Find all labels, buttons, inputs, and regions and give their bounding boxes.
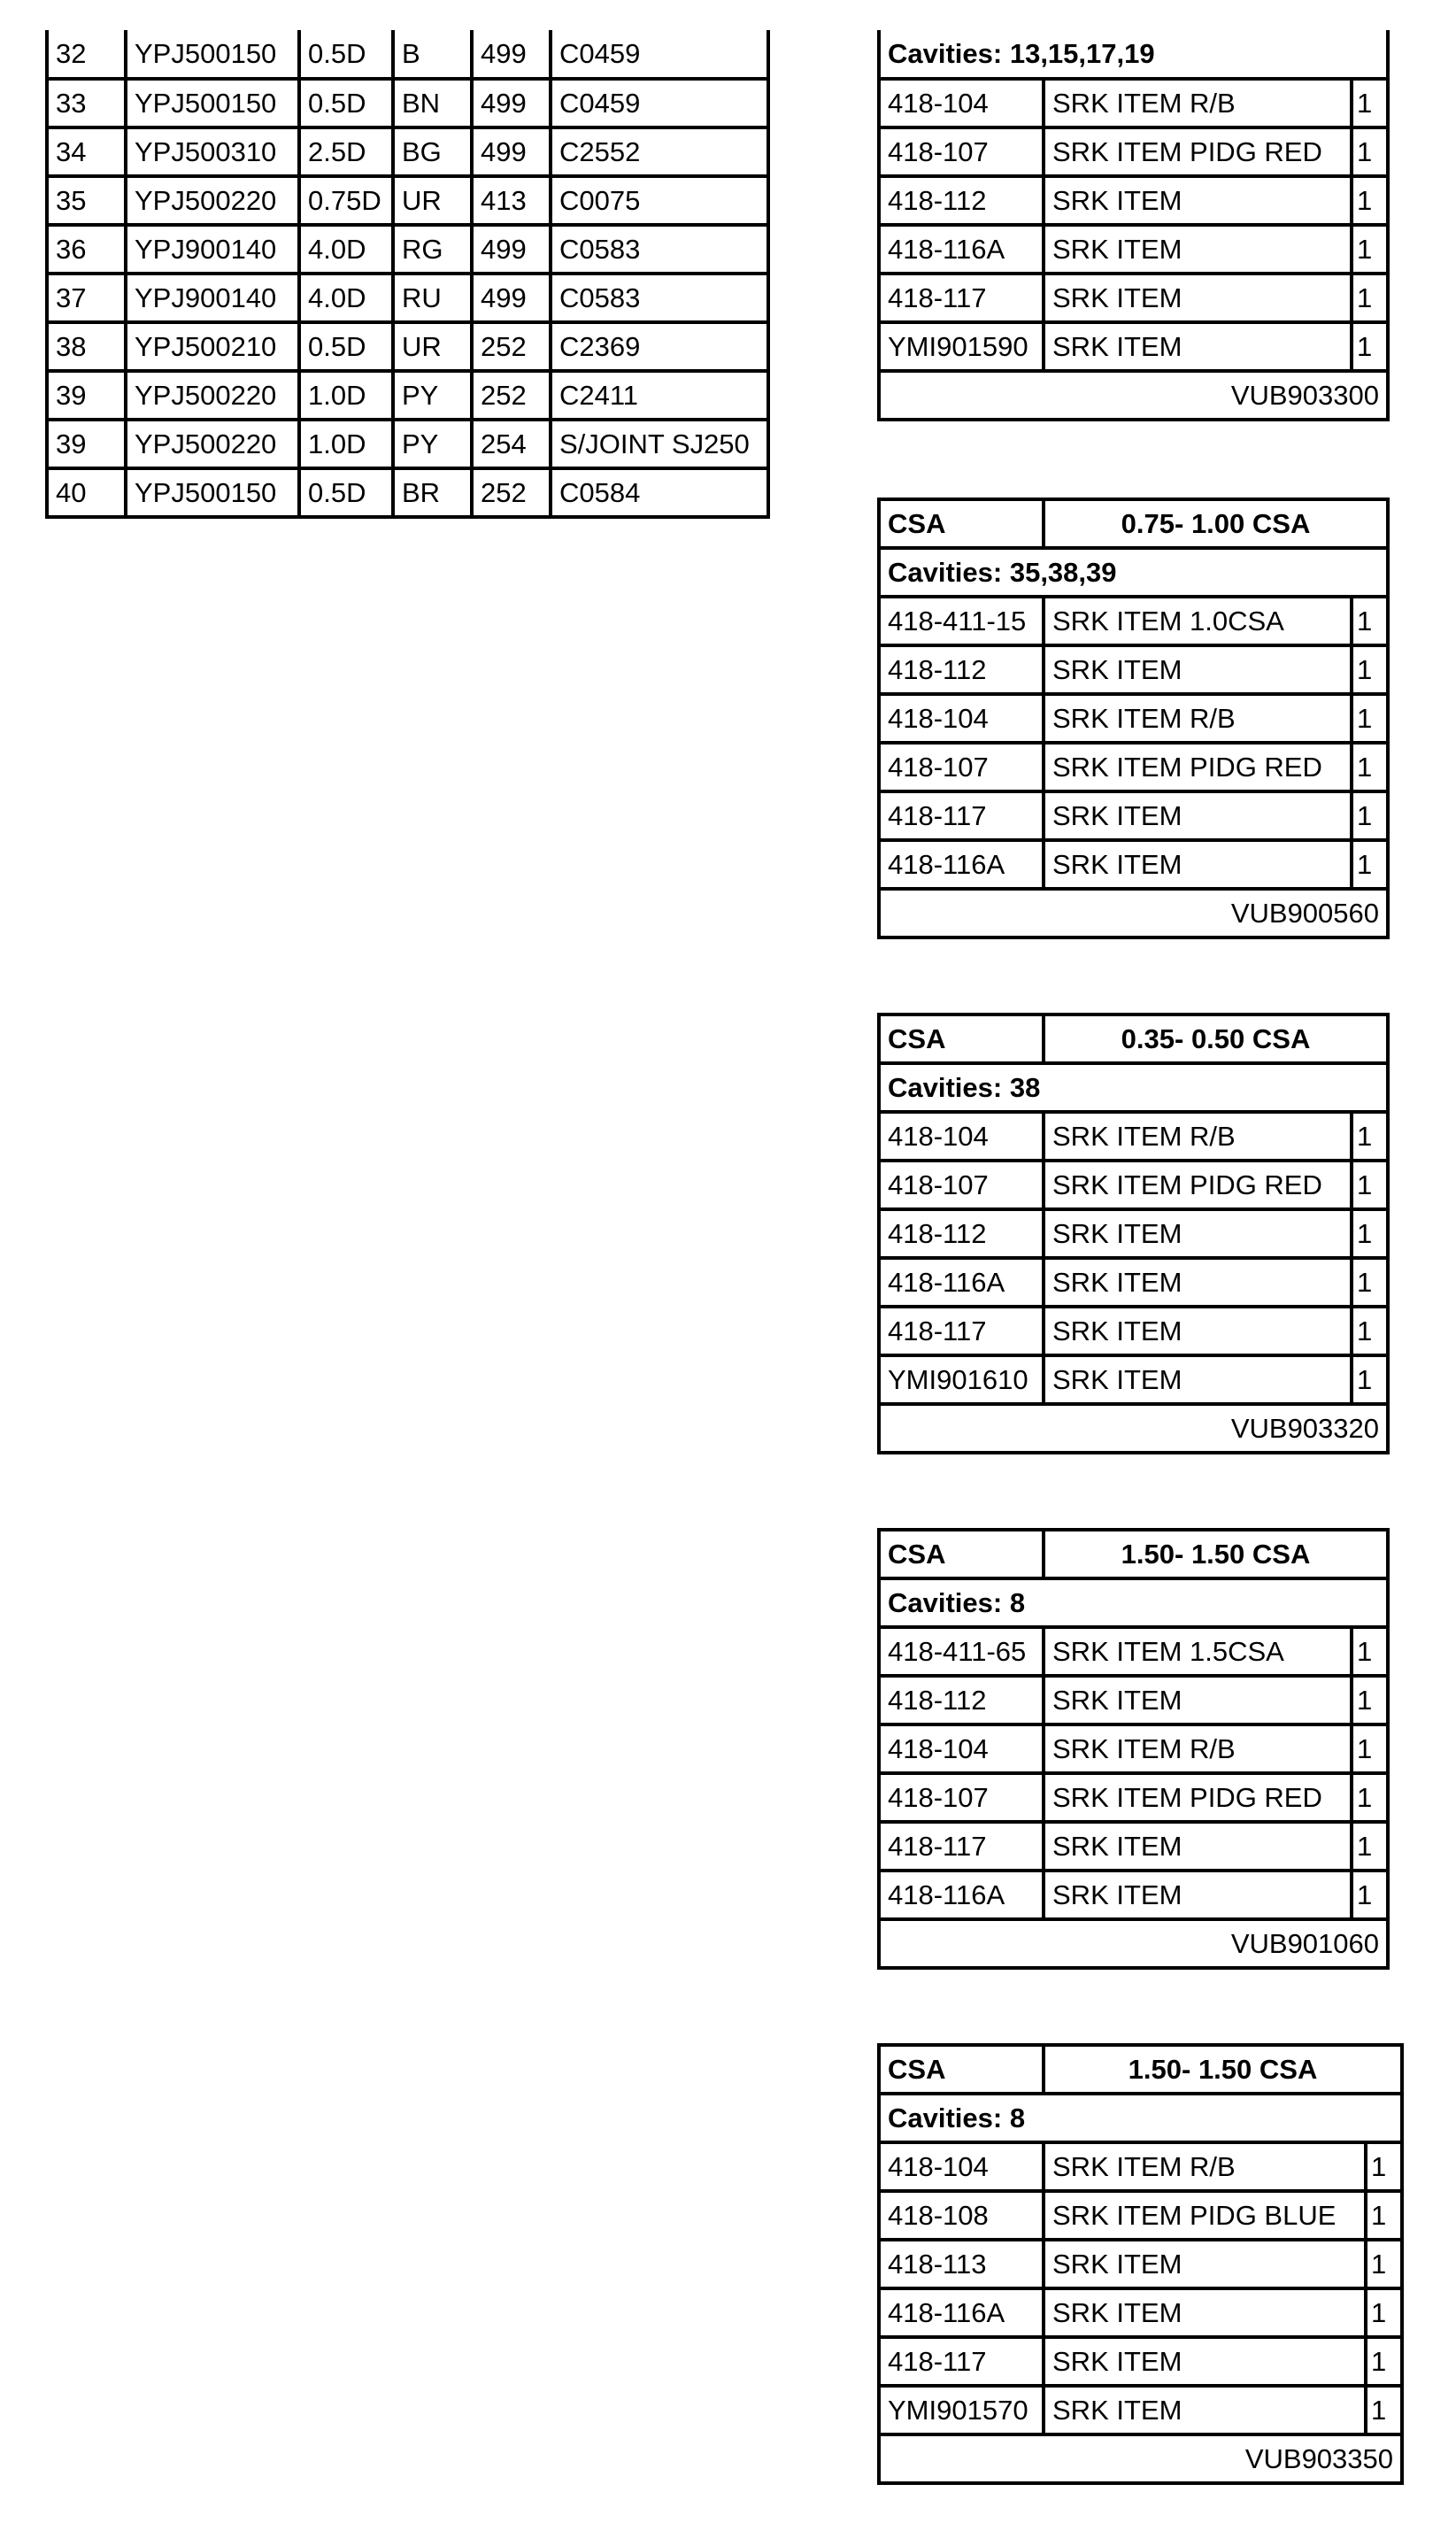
wire-table <box>45 30 770 519</box>
connector-cell: C0459 <box>551 79 768 127</box>
item-part-number: 418-107 <box>879 743 1044 791</box>
item-quantity: 1 <box>1366 2288 1402 2337</box>
kit-item-row <box>879 2191 1402 2240</box>
cavity-cell: 35 <box>47 176 126 225</box>
circuit-cell: 413 <box>472 176 551 225</box>
cavity-cell: 37 <box>47 274 126 322</box>
item-part-number: 418-104 <box>879 1112 1044 1161</box>
circuit-cell: 499 <box>472 127 551 176</box>
cavities-row <box>879 1063 1388 1112</box>
cavities-label: Cavities: 8 <box>879 1578 1388 1627</box>
kit-item-row <box>879 2142 1402 2191</box>
item-part-number: 418-117 <box>879 274 1044 322</box>
csa-label: CSA <box>879 2045 1044 2094</box>
item-description: SRK ITEM <box>1044 1209 1352 1258</box>
connector-cell: C0584 <box>551 468 768 517</box>
item-quantity: 1 <box>1352 1307 1388 1355</box>
kit-item-row <box>879 1773 1388 1822</box>
part-number-cell: YPJ500150 <box>126 30 299 79</box>
item-part-number: 418-117 <box>879 2337 1044 2386</box>
kit-table <box>877 1528 1390 1970</box>
item-description: SRK ITEM <box>1044 225 1352 274</box>
circuit-cell: 499 <box>472 274 551 322</box>
item-part-number: 418-116A <box>879 1258 1044 1307</box>
item-part-number: YMI901570 <box>879 2386 1044 2434</box>
size-cell: 0.5D <box>299 468 393 517</box>
size-cell: 0.5D <box>299 79 393 127</box>
kit-item-row <box>879 1112 1388 1161</box>
table-row <box>47 79 768 127</box>
connector-cell: C0583 <box>551 274 768 322</box>
item-quantity: 1 <box>1352 176 1388 225</box>
item-part-number: 418-117 <box>879 1822 1044 1871</box>
part-number-cell: YPJ500150 <box>126 79 299 127</box>
colour-cell: PY <box>393 420 472 468</box>
item-quantity: 1 <box>1352 1258 1388 1307</box>
table-row <box>47 420 768 468</box>
part-number-cell: YPJ500220 <box>126 371 299 420</box>
item-quantity: 1 <box>1352 840 1388 889</box>
item-part-number: 418-113 <box>879 2240 1044 2288</box>
part-number-cell: YPJ900140 <box>126 274 299 322</box>
kit-item-row <box>879 1258 1388 1307</box>
kit-item-row <box>879 1161 1388 1209</box>
item-quantity: 1 <box>1352 791 1388 840</box>
item-part-number: 418-112 <box>879 645 1044 694</box>
item-part-number: 418-104 <box>879 79 1044 127</box>
kit-item-row <box>879 176 1388 225</box>
item-description: SRK ITEM 1.0CSA <box>1044 597 1352 645</box>
item-description: SRK ITEM <box>1044 1822 1352 1871</box>
item-part-number: 418-112 <box>879 1209 1044 1258</box>
kit-item-row <box>879 127 1388 176</box>
item-description: SRK ITEM <box>1044 1307 1352 1355</box>
csa-range: 0.75- 1.00 CSA <box>1044 499 1388 548</box>
kit-item-row <box>879 2337 1402 2386</box>
table-row <box>47 274 768 322</box>
kit-item-row <box>879 694 1388 743</box>
table-row <box>47 322 768 371</box>
connector-cell: C2552 <box>551 127 768 176</box>
cavity-cell: 38 <box>47 322 126 371</box>
kit-item-row <box>879 2386 1402 2434</box>
csa-label: CSA <box>879 499 1044 548</box>
csa-label: CSA <box>879 1015 1044 1063</box>
cavity-cell: 34 <box>47 127 126 176</box>
kit-item-row <box>879 1627 1388 1676</box>
connector-cell: C0583 <box>551 225 768 274</box>
item-quantity: 1 <box>1352 1871 1388 1919</box>
cavities-label: Cavities: 13,15,17,19 <box>879 30 1388 79</box>
colour-cell: RU <box>393 274 472 322</box>
connector-cell: S/JOINT SJ250 <box>551 420 768 468</box>
size-cell: 1.0D <box>299 420 393 468</box>
csa-range: 1.50- 1.50 CSA <box>1044 1530 1388 1578</box>
item-part-number: 418-112 <box>879 176 1044 225</box>
kit-item-row <box>879 225 1388 274</box>
item-quantity: 1 <box>1366 2191 1402 2240</box>
item-quantity: 1 <box>1352 225 1388 274</box>
colour-cell: PY <box>393 371 472 420</box>
item-quantity: 1 <box>1366 2142 1402 2191</box>
item-quantity: 1 <box>1352 127 1388 176</box>
size-cell: 4.0D <box>299 274 393 322</box>
kit-item-row <box>879 791 1388 840</box>
colour-cell: UR <box>393 322 472 371</box>
cavity-cell: 39 <box>47 420 126 468</box>
item-quantity: 1 <box>1352 322 1388 371</box>
kit-item-row <box>879 743 1388 791</box>
item-part-number: 418-104 <box>879 1724 1044 1773</box>
item-description: SRK ITEM R/B <box>1044 694 1352 743</box>
item-part-number: 418-117 <box>879 791 1044 840</box>
item-part-number: 418-107 <box>879 1773 1044 1822</box>
kit-ref-row <box>879 889 1388 937</box>
kit-item-row <box>879 1871 1388 1919</box>
connector-cell: C0459 <box>551 30 768 79</box>
kit-reference: VUB903300 <box>879 371 1388 420</box>
item-description: SRK ITEM <box>1044 322 1352 371</box>
kit-header-row <box>879 1015 1388 1063</box>
kit-item-row <box>879 274 1388 322</box>
item-quantity: 1 <box>1352 1676 1388 1724</box>
cavities-row <box>879 1578 1388 1627</box>
kit-header-row <box>879 1530 1388 1578</box>
item-description: SRK ITEM <box>1044 1871 1352 1919</box>
item-part-number: 418-112 <box>879 1676 1044 1724</box>
kit-table <box>877 1013 1390 1454</box>
csa-label: CSA <box>879 1530 1044 1578</box>
item-quantity: 1 <box>1352 1627 1388 1676</box>
kit-reference: VUB900560 <box>879 889 1388 937</box>
item-description: SRK ITEM PIDG BLUE <box>1044 2191 1366 2240</box>
item-quantity: 1 <box>1352 597 1388 645</box>
connector-cell: C2369 <box>551 322 768 371</box>
circuit-cell: 499 <box>472 225 551 274</box>
colour-cell: BG <box>393 127 472 176</box>
item-part-number: 418-108 <box>879 2191 1044 2240</box>
item-quantity: 1 <box>1352 1822 1388 1871</box>
item-part-number: 418-117 <box>879 1307 1044 1355</box>
kit-ref-row <box>879 2434 1402 2483</box>
cavity-cell: 36 <box>47 225 126 274</box>
item-quantity: 1 <box>1352 1773 1388 1822</box>
item-description: SRK ITEM R/B <box>1044 2142 1366 2191</box>
item-quantity: 1 <box>1352 743 1388 791</box>
kit-reference: VUB903350 <box>879 2434 1402 2483</box>
cavities-row <box>879 548 1388 597</box>
item-part-number: YMI901610 <box>879 1355 1044 1404</box>
kit-item-row <box>879 1822 1388 1871</box>
item-description: SRK ITEM <box>1044 2337 1366 2386</box>
kit-item-row <box>879 597 1388 645</box>
part-number-cell: YPJ500220 <box>126 176 299 225</box>
item-description: SRK ITEM <box>1044 1676 1352 1724</box>
csa-range: 0.35- 0.50 CSA <box>1044 1015 1388 1063</box>
item-quantity: 1 <box>1352 1355 1388 1404</box>
kit-item-row <box>879 1724 1388 1773</box>
item-description: SRK ITEM R/B <box>1044 79 1352 127</box>
item-part-number: 418-411-65 <box>879 1627 1044 1676</box>
size-cell: 0.5D <box>299 322 393 371</box>
kit-table <box>877 498 1390 939</box>
colour-cell: B <box>393 30 472 79</box>
item-part-number: YMI901590 <box>879 322 1044 371</box>
item-description: SRK ITEM <box>1044 840 1352 889</box>
item-quantity: 1 <box>1352 645 1388 694</box>
cavities-label: Cavities: 8 <box>879 2094 1402 2142</box>
table-row <box>47 468 768 517</box>
kit-header-row <box>879 2045 1402 2094</box>
cavities-row <box>879 30 1388 79</box>
item-part-number: 418-116A <box>879 2288 1044 2337</box>
item-description: SRK ITEM <box>1044 791 1352 840</box>
cavity-cell: 32 <box>47 30 126 79</box>
kit-item-row <box>879 1676 1388 1724</box>
item-quantity: 1 <box>1352 694 1388 743</box>
colour-cell: BN <box>393 79 472 127</box>
item-quantity: 1 <box>1352 79 1388 127</box>
part-number-cell: YPJ500310 <box>126 127 299 176</box>
cavity-cell: 33 <box>47 79 126 127</box>
item-description: SRK ITEM <box>1044 176 1352 225</box>
item-description: SRK ITEM PIDG RED <box>1044 743 1352 791</box>
kit-item-row <box>879 2240 1402 2288</box>
csa-range: 1.50- 1.50 CSA <box>1044 2045 1402 2094</box>
kit-ref-row <box>879 371 1388 420</box>
cavities-label: Cavities: 35,38,39 <box>879 548 1388 597</box>
item-description: SRK ITEM PIDG RED <box>1044 1161 1352 1209</box>
kit-item-row <box>879 322 1388 371</box>
kit-item-row <box>879 2288 1402 2337</box>
item-description: SRK ITEM PIDG RED <box>1044 1773 1352 1822</box>
table-row <box>47 176 768 225</box>
table-row <box>47 225 768 274</box>
kit-reference: VUB903320 <box>879 1404 1388 1453</box>
item-part-number: 418-104 <box>879 2142 1044 2191</box>
size-cell: 0.75D <box>299 176 393 225</box>
wire-table-body <box>47 30 768 517</box>
kit-table <box>877 2043 1404 2485</box>
colour-cell: BR <box>393 468 472 517</box>
item-description: SRK ITEM <box>1044 2240 1366 2288</box>
circuit-cell: 254 <box>472 420 551 468</box>
item-description: SRK ITEM 1.5CSA <box>1044 1627 1352 1676</box>
item-part-number: 418-104 <box>879 694 1044 743</box>
cavity-cell: 40 <box>47 468 126 517</box>
item-quantity: 1 <box>1366 2240 1402 2288</box>
kit-ref-row <box>879 1919 1388 1968</box>
item-part-number: 418-116A <box>879 225 1044 274</box>
item-quantity: 1 <box>1352 1161 1388 1209</box>
connector-cell: C2411 <box>551 371 768 420</box>
size-cell: 2.5D <box>299 127 393 176</box>
item-part-number: 418-411-15 <box>879 597 1044 645</box>
size-cell: 4.0D <box>299 225 393 274</box>
kit-table <box>877 30 1390 421</box>
item-quantity: 1 <box>1366 2386 1402 2434</box>
cavities-label: Cavities: 38 <box>879 1063 1388 1112</box>
colour-cell: RG <box>393 225 472 274</box>
item-description: SRK ITEM <box>1044 1355 1352 1404</box>
item-quantity: 1 <box>1352 1724 1388 1773</box>
table-row <box>47 127 768 176</box>
size-cell: 1.0D <box>299 371 393 420</box>
item-description: SRK ITEM <box>1044 645 1352 694</box>
item-description: SRK ITEM <box>1044 2288 1366 2337</box>
item-quantity: 1 <box>1366 2337 1402 2386</box>
circuit-cell: 252 <box>472 322 551 371</box>
item-quantity: 1 <box>1352 1209 1388 1258</box>
circuit-cell: 252 <box>472 468 551 517</box>
table-row <box>47 371 768 420</box>
size-cell: 0.5D <box>299 30 393 79</box>
item-description: SRK ITEM PIDG RED <box>1044 127 1352 176</box>
kit-header-row <box>879 499 1388 548</box>
part-number-cell: YPJ900140 <box>126 225 299 274</box>
kit-item-row <box>879 79 1388 127</box>
item-part-number: 418-107 <box>879 127 1044 176</box>
colour-cell: UR <box>393 176 472 225</box>
kit-item-row <box>879 840 1388 889</box>
item-description: SRK ITEM R/B <box>1044 1112 1352 1161</box>
kit-ref-row <box>879 1404 1388 1453</box>
kit-item-row <box>879 645 1388 694</box>
kit-item-row <box>879 1355 1388 1404</box>
kit-item-row <box>879 1209 1388 1258</box>
item-part-number: 418-116A <box>879 1871 1044 1919</box>
table-row <box>47 30 768 79</box>
circuit-cell: 499 <box>472 30 551 79</box>
circuit-cell: 499 <box>472 79 551 127</box>
connector-cell: C0075 <box>551 176 768 225</box>
part-number-cell: YPJ500220 <box>126 420 299 468</box>
kit-reference: VUB901060 <box>879 1919 1388 1968</box>
circuit-cell: 252 <box>472 371 551 420</box>
item-part-number: 418-107 <box>879 1161 1044 1209</box>
cavity-cell: 39 <box>47 371 126 420</box>
part-number-cell: YPJ500150 <box>126 468 299 517</box>
kit-item-row <box>879 1307 1388 1355</box>
item-description: SRK ITEM <box>1044 2386 1366 2434</box>
item-description: SRK ITEM R/B <box>1044 1724 1352 1773</box>
item-part-number: 418-116A <box>879 840 1044 889</box>
cavities-row <box>879 2094 1402 2142</box>
item-description: SRK ITEM <box>1044 1258 1352 1307</box>
item-quantity: 1 <box>1352 1112 1388 1161</box>
item-description: SRK ITEM <box>1044 274 1352 322</box>
part-number-cell: YPJ500210 <box>126 322 299 371</box>
item-quantity: 1 <box>1352 274 1388 322</box>
